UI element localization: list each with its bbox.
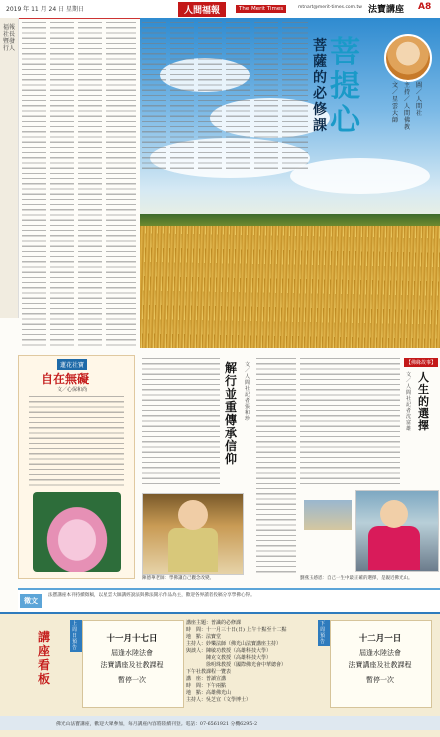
newspaper-logo: 人間福報 [178, 2, 226, 17]
teacher-face [178, 500, 208, 530]
author-line: 主持／人間佛教 [404, 82, 411, 131]
hero-title: 菩提心 [330, 35, 360, 138]
schedule-banner-right: 下周預告 [318, 620, 330, 646]
section-title: 法寶講座 [368, 5, 405, 15]
schedule-detail-line: 地 點：法寶堂 [186, 634, 222, 640]
middle-article-author: 文／人間社記者張和珍 [245, 362, 251, 422]
top-bar [0, 0, 440, 19]
issue-date: 2019 年 11 月 24 日 星期日 [6, 6, 84, 13]
article-column [300, 358, 400, 488]
schedule-line-left: 屆逢水陸法會 [111, 649, 153, 657]
schedule-banner-left: 上周日預告 [70, 620, 82, 652]
article-column [170, 22, 194, 172]
article-column [22, 22, 46, 348]
article-column [78, 22, 102, 348]
article-column [106, 22, 136, 348]
solicitation-strip [18, 588, 440, 614]
schedule-detail-line: 陳克文教授（高雄科技大學） [186, 655, 272, 661]
photo-caption: 劉燕玉感恩：自己一生中最正確的選擇，是親近佛光山。 [300, 576, 413, 581]
lotus-image [33, 492, 121, 572]
schedule-detail-line: 徐明珠教授（國際佛光會中華總會） [186, 662, 287, 668]
left-strip [0, 18, 19, 318]
schedule-detail-line: 時 間：下午兩點 [186, 683, 227, 689]
article-column [256, 358, 296, 573]
wheat-field [140, 226, 440, 348]
schedule-line-right: 屆逢水陸法會 [359, 649, 401, 657]
schedule-date-left: 十一月十七日 [106, 634, 158, 644]
schedule-line-left: 法寶講座及社教課程 [100, 661, 164, 669]
solicitation-tag: 徵文 [20, 594, 42, 608]
schedule-detail-line: 時 間：十一月三十日(日) 上午十點至十二點 [186, 627, 287, 633]
schedule-date-right: 十二月一日 [358, 634, 402, 644]
panel-text [29, 396, 124, 486]
cloud [290, 158, 430, 194]
article-column [226, 22, 250, 172]
schedule-detail-line: 與談人：陳敏功教授（高雄科技大學） [186, 648, 272, 654]
hero-subtitle: 菩薩的必修課 [313, 38, 327, 134]
solicitation-text: 法寶講座本刊持續徵稿，以星雲大師講經說法與佛法開示作品為主，歡迎各界讀者投稿分享學佛心得。 [48, 593, 255, 598]
schedule-line-right: 法寶講座及社教課程 [348, 661, 412, 669]
middle-article-title: 解行並重 傳承信仰 [225, 361, 238, 466]
author-line: 文／星雲大師 [392, 82, 399, 124]
right-article-author: 文／人間社記者沈富雄 [406, 372, 412, 432]
side-panel [18, 355, 135, 579]
schedule-off-left: 暫停一次 [118, 676, 146, 684]
photo-caption: 陳德華老師：學佛讓自己觀念改變。 [142, 576, 214, 581]
schedule-details [186, 620, 312, 716]
right-article-title: 人生的選擇 [418, 371, 429, 432]
panel-tag: 蓮花社寶 [57, 359, 87, 370]
author-line: 圖／人間社 [416, 82, 423, 117]
woman-face [380, 500, 408, 528]
schedule-detail-line: 講 座：普讀宣講 [186, 676, 227, 682]
left-strip-text: 福報社長暨發行人 [3, 24, 16, 52]
story-tag: 【佛緣故事】 [406, 360, 437, 366]
article-column [142, 22, 166, 172]
schedule-detail-line: 下午社教課程一覽表 [186, 669, 232, 675]
schedule-detail-line: 地 點：高雄佛光山 [186, 690, 232, 696]
author-portrait [384, 34, 432, 82]
schedule-detail-line: 主持人：妙樂法師（佛光山法寶講座主持） [186, 641, 282, 647]
article-column [282, 22, 308, 172]
article-column [142, 358, 220, 488]
article-column [50, 22, 74, 348]
teacher-vest [168, 528, 218, 572]
woman-shirt [368, 526, 420, 570]
tree-line [140, 214, 440, 226]
schedule-title: 講座看板 [38, 630, 51, 686]
schedule-detail-line: 講座主題：普識的必修課 [186, 620, 242, 626]
article-column [254, 22, 278, 172]
panel-author: 文／心保和尚 [57, 387, 88, 393]
page-number: A8 [418, 2, 432, 12]
panel-title: 自在無礙 [41, 372, 90, 386]
group-photo [304, 500, 352, 530]
contact-email: mtnart@merit-times.com.tw [298, 5, 362, 10]
schedule-detail-line: 主持人：吳芝宜（文學博士） [186, 697, 252, 703]
footer-text: 佛光山法寶講座，歡迎大眾參加，每月講座內容將陸續刊登。電話：07-6561921 分機6295-2 [56, 722, 257, 727]
article-column [198, 22, 222, 172]
schedule-off-right: 暫停一次 [366, 676, 394, 684]
newspaper-logo-english: The Merit Times [236, 5, 286, 13]
